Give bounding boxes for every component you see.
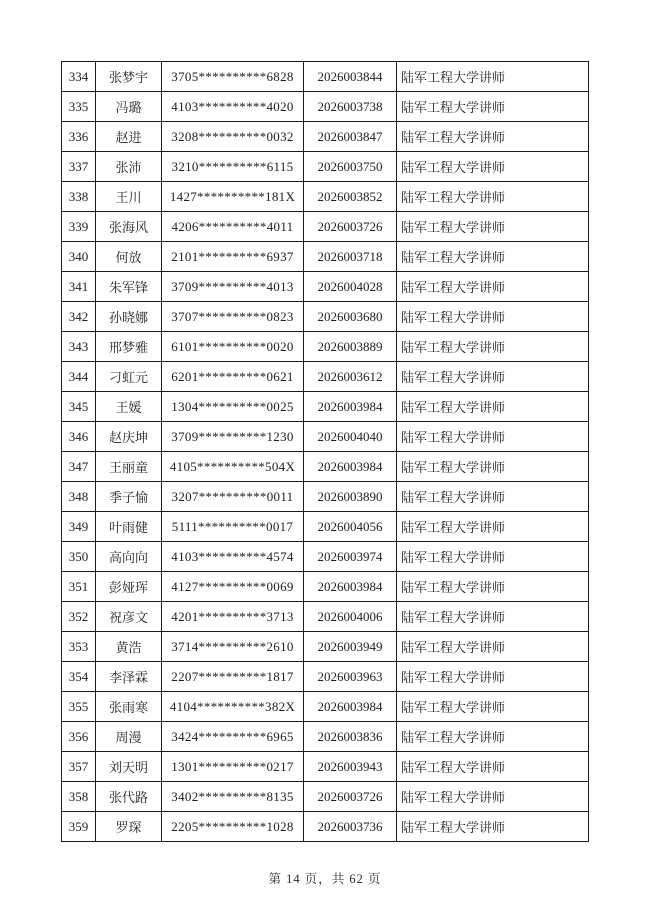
cell-position-title: 陆军工程大学讲师 bbox=[397, 62, 589, 92]
cell-id-number: 2207**********1817 bbox=[162, 662, 304, 692]
cell-id-number: 5111**********0017 bbox=[162, 512, 304, 542]
cell-id-number: 1304**********0025 bbox=[162, 392, 304, 422]
cell-id-number: 2205**********1028 bbox=[162, 812, 304, 842]
table-row bbox=[62, 752, 589, 782]
cell-row-number: 355 bbox=[62, 692, 96, 722]
cell-id-number: 4105**********504X bbox=[162, 452, 304, 482]
cell-position-title: 陆军工程大学讲师 bbox=[397, 422, 589, 452]
cell-name: 彭娅珲 bbox=[96, 572, 162, 602]
cell-position-title: 陆军工程大学讲师 bbox=[397, 182, 589, 212]
cell-id-number: 6101**********0020 bbox=[162, 332, 304, 362]
cell-name: 刘天明 bbox=[96, 752, 162, 782]
page-number-text: 第 14 页，共 62 页 bbox=[268, 872, 382, 886]
cell-name: 何放 bbox=[96, 242, 162, 272]
table-row bbox=[62, 122, 589, 152]
cell-row-number: 340 bbox=[62, 242, 96, 272]
cell-position-title: 陆军工程大学讲师 bbox=[397, 92, 589, 122]
cell-row-number: 345 bbox=[62, 392, 96, 422]
cell-registration-number: 2026003726 bbox=[304, 782, 397, 812]
cell-id-number: 3709**********4013 bbox=[162, 272, 304, 302]
cell-id-number: 3402**********8135 bbox=[162, 782, 304, 812]
table-row bbox=[62, 182, 589, 212]
table-row bbox=[62, 782, 589, 812]
cell-position-title: 陆军工程大学讲师 bbox=[397, 212, 589, 242]
table-row bbox=[62, 362, 589, 392]
cell-id-number: 4206**********4011 bbox=[162, 212, 304, 242]
cell-id-number: 3705**********6828 bbox=[162, 62, 304, 92]
cell-position-title: 陆军工程大学讲师 bbox=[397, 392, 589, 422]
cell-registration-number: 2026003974 bbox=[304, 542, 397, 572]
cell-registration-number: 2026003680 bbox=[304, 302, 397, 332]
table-row bbox=[62, 512, 589, 542]
cell-registration-number: 2026004056 bbox=[304, 512, 397, 542]
cell-id-number: 4201**********3713 bbox=[162, 602, 304, 632]
cell-name: 张梦宇 bbox=[96, 62, 162, 92]
cell-row-number: 339 bbox=[62, 212, 96, 242]
table-row bbox=[62, 632, 589, 662]
table-row bbox=[62, 92, 589, 122]
cell-id-number: 1427**********181X bbox=[162, 182, 304, 212]
table-row bbox=[62, 152, 589, 182]
cell-name: 黄浩 bbox=[96, 632, 162, 662]
cell-registration-number: 2026003738 bbox=[304, 92, 397, 122]
cell-position-title: 陆军工程大学讲师 bbox=[397, 302, 589, 332]
cell-name: 罗琛 bbox=[96, 812, 162, 842]
cell-position-title: 陆军工程大学讲师 bbox=[397, 722, 589, 752]
cell-id-number: 3207**********0011 bbox=[162, 482, 304, 512]
cell-name: 李泽霖 bbox=[96, 662, 162, 692]
cell-name: 刁虹元 bbox=[96, 362, 162, 392]
cell-row-number: 354 bbox=[62, 662, 96, 692]
cell-name: 张代路 bbox=[96, 782, 162, 812]
cell-id-number: 3714**********2610 bbox=[162, 632, 304, 662]
cell-position-title: 陆军工程大学讲师 bbox=[397, 512, 589, 542]
cell-row-number: 342 bbox=[62, 302, 96, 332]
cell-position-title: 陆军工程大学讲师 bbox=[397, 242, 589, 272]
cell-registration-number: 2026003949 bbox=[304, 632, 397, 662]
cell-registration-number: 2026003718 bbox=[304, 242, 397, 272]
cell-position-title: 陆军工程大学讲师 bbox=[397, 122, 589, 152]
cell-registration-number: 2026003984 bbox=[304, 452, 397, 482]
cell-registration-number: 2026003890 bbox=[304, 482, 397, 512]
table-row bbox=[62, 662, 589, 692]
cell-id-number: 4103**********4574 bbox=[162, 542, 304, 572]
cell-row-number: 343 bbox=[62, 332, 96, 362]
cell-row-number: 349 bbox=[62, 512, 96, 542]
cell-name: 王丽童 bbox=[96, 452, 162, 482]
table-row bbox=[62, 812, 589, 842]
cell-position-title: 陆军工程大学讲师 bbox=[397, 332, 589, 362]
cell-id-number: 2101**********6937 bbox=[162, 242, 304, 272]
cell-registration-number: 2026004006 bbox=[304, 602, 397, 632]
cell-registration-number: 2026003852 bbox=[304, 182, 397, 212]
cell-registration-number: 2026003612 bbox=[304, 362, 397, 392]
cell-name: 赵庆坤 bbox=[96, 422, 162, 452]
table-row bbox=[62, 62, 589, 92]
cell-position-title: 陆军工程大学讲师 bbox=[397, 152, 589, 182]
cell-position-title: 陆军工程大学讲师 bbox=[397, 482, 589, 512]
cell-id-number: 1301**********0217 bbox=[162, 752, 304, 782]
cell-row-number: 341 bbox=[62, 272, 96, 302]
cell-registration-number: 2026003984 bbox=[304, 572, 397, 602]
table-row bbox=[62, 572, 589, 602]
table-row bbox=[62, 272, 589, 302]
cell-row-number: 338 bbox=[62, 182, 96, 212]
cell-row-number: 337 bbox=[62, 152, 96, 182]
cell-name: 张海风 bbox=[96, 212, 162, 242]
cell-name: 冯璐 bbox=[96, 92, 162, 122]
table-row bbox=[62, 242, 589, 272]
cell-position-title: 陆军工程大学讲师 bbox=[397, 692, 589, 722]
cell-row-number: 348 bbox=[62, 482, 96, 512]
cell-registration-number: 2026003943 bbox=[304, 752, 397, 782]
cell-position-title: 陆军工程大学讲师 bbox=[397, 362, 589, 392]
cell-row-number: 335 bbox=[62, 92, 96, 122]
cell-position-title: 陆军工程大学讲师 bbox=[397, 452, 589, 482]
cell-row-number: 353 bbox=[62, 632, 96, 662]
cell-registration-number: 2026003750 bbox=[304, 152, 397, 182]
cell-row-number: 334 bbox=[62, 62, 96, 92]
cell-position-title: 陆军工程大学讲师 bbox=[397, 752, 589, 782]
table-row bbox=[62, 332, 589, 362]
cell-row-number: 351 bbox=[62, 572, 96, 602]
cell-position-title: 陆军工程大学讲师 bbox=[397, 782, 589, 812]
cell-registration-number: 2026003726 bbox=[304, 212, 397, 242]
table-row bbox=[62, 212, 589, 242]
cell-id-number: 3424**********6965 bbox=[162, 722, 304, 752]
cell-id-number: 4104**********382X bbox=[162, 692, 304, 722]
cell-row-number: 347 bbox=[62, 452, 96, 482]
cell-id-number: 4103**********4020 bbox=[162, 92, 304, 122]
cell-row-number: 350 bbox=[62, 542, 96, 572]
lecturer-roster-table bbox=[61, 61, 589, 842]
cell-id-number: 3707**********0823 bbox=[162, 302, 304, 332]
table-row bbox=[62, 722, 589, 752]
cell-name: 周漫 bbox=[96, 722, 162, 752]
cell-name: 叶雨健 bbox=[96, 512, 162, 542]
cell-row-number: 359 bbox=[62, 812, 96, 842]
cell-name: 邢梦雅 bbox=[96, 332, 162, 362]
cell-name: 张雨寒 bbox=[96, 692, 162, 722]
cell-registration-number: 2026003963 bbox=[304, 662, 397, 692]
cell-registration-number: 2026004040 bbox=[304, 422, 397, 452]
cell-registration-number: 2026003844 bbox=[304, 62, 397, 92]
cell-position-title: 陆军工程大学讲师 bbox=[397, 572, 589, 602]
cell-position-title: 陆军工程大学讲师 bbox=[397, 272, 589, 302]
cell-position-title: 陆军工程大学讲师 bbox=[397, 542, 589, 572]
cell-position-title: 陆军工程大学讲师 bbox=[397, 602, 589, 632]
cell-registration-number: 2026003836 bbox=[304, 722, 397, 752]
cell-position-title: 陆军工程大学讲师 bbox=[397, 662, 589, 692]
cell-name: 朱军锋 bbox=[96, 272, 162, 302]
cell-row-number: 344 bbox=[62, 362, 96, 392]
cell-position-title: 陆军工程大学讲师 bbox=[397, 812, 589, 842]
table-row bbox=[62, 302, 589, 332]
cell-name: 赵进 bbox=[96, 122, 162, 152]
cell-id-number: 3208**********0032 bbox=[162, 122, 304, 152]
cell-id-number: 6201**********0621 bbox=[162, 362, 304, 392]
table-row bbox=[62, 482, 589, 512]
cell-registration-number: 2026004028 bbox=[304, 272, 397, 302]
cell-row-number: 346 bbox=[62, 422, 96, 452]
cell-name: 王川 bbox=[96, 182, 162, 212]
cell-registration-number: 2026003736 bbox=[304, 812, 397, 842]
cell-name: 祝彦文 bbox=[96, 602, 162, 632]
cell-row-number: 356 bbox=[62, 722, 96, 752]
cell-row-number: 352 bbox=[62, 602, 96, 632]
table-row bbox=[62, 422, 589, 452]
cell-row-number: 358 bbox=[62, 782, 96, 812]
cell-registration-number: 2026003889 bbox=[304, 332, 397, 362]
cell-position-title: 陆军工程大学讲师 bbox=[397, 632, 589, 662]
cell-name: 张沛 bbox=[96, 152, 162, 182]
cell-registration-number: 2026003984 bbox=[304, 692, 397, 722]
roster-table-body bbox=[62, 62, 589, 842]
cell-name: 王媛 bbox=[96, 392, 162, 422]
table-row bbox=[62, 692, 589, 722]
cell-id-number: 3210**********6115 bbox=[162, 152, 304, 182]
cell-name: 高向向 bbox=[96, 542, 162, 572]
table-row bbox=[62, 602, 589, 632]
cell-row-number: 336 bbox=[62, 122, 96, 152]
cell-registration-number: 2026003984 bbox=[304, 392, 397, 422]
table-row bbox=[62, 542, 589, 572]
cell-registration-number: 2026003847 bbox=[304, 122, 397, 152]
table-row bbox=[62, 452, 589, 482]
cell-name: 孙晓娜 bbox=[96, 302, 162, 332]
table-row bbox=[62, 392, 589, 422]
cell-id-number: 4127**********0069 bbox=[162, 572, 304, 602]
cell-name: 季子愉 bbox=[96, 482, 162, 512]
cell-id-number: 3709**********1230 bbox=[162, 422, 304, 452]
cell-row-number: 357 bbox=[62, 752, 96, 782]
